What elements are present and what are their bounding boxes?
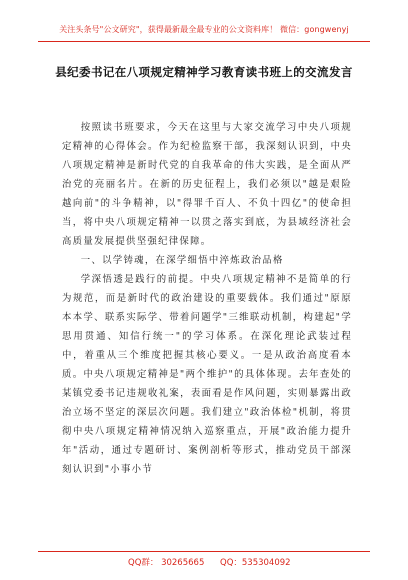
page-footer (0, 551, 408, 571)
footer-divider (38, 551, 370, 552)
page-header (0, 0, 408, 44)
header-promo-text: 关注头条号"公文研究"，获得最新最全最专业的公文资料库！ 微信：gongwenyj (59, 25, 349, 34)
document-body (62, 118, 352, 479)
body-paragraph: 学深悟透是践行的前提。中央八项规定精神不是简单的行为规范，而是新时代的政治建设的重要载体。我们通过"原原本本学、联系实际学、带着问题学"三维联动机制，构建起"学思用贯通、知信行统一"的学习体系。在深化理论武装过程中，着重从三个维度把握其核心要义。一是从政治高度看本质。中央八项规定精神是"两个维护"的具体体现。去年查处的某镇党委书记违规收礼案，表面看是作风问题，实则暴露出政治立场不坚定的深层次问题。我们建立"政治体检"机制，将贯彻中央八项规定精神情况纳入巡察重点，开展"政治能力提升年"活动，通过专题研讨、案例剖析等形式，推动党员干部深刻认识到"小事小节 (62, 274, 352, 475)
footer-qq-group: QQ群： 30265665 (128, 558, 205, 568)
section-heading: 一、以学铸魂，在深学细悟中淬炼政治品格 (80, 255, 284, 266)
body-paragraph: 按照读书班要求，今天在这里与大家交流学习中央八项规定精神的心得体会。作为纪检监察干部，我深刻认识到，中央八项规定精神是新时代党的自我革命的伟大实践，是全面从严治党的亮丽名片。在新的历史征程上，我们必须以"越是艰险越向前"的斗争精神，以"得罪千百人、不负十四亿"的使命担当，将中央八项规定精神一以贯之落实到底，为县域经济社会高质量发展提供坚强纪律保障。 (62, 122, 352, 247)
footer-qq-contact: QQ：535304092 (220, 558, 291, 568)
document-title: 县纪委书记在八项规定精神学习教育读书班上的交流发言 (55, 65, 353, 79)
header-divider (38, 41, 370, 42)
